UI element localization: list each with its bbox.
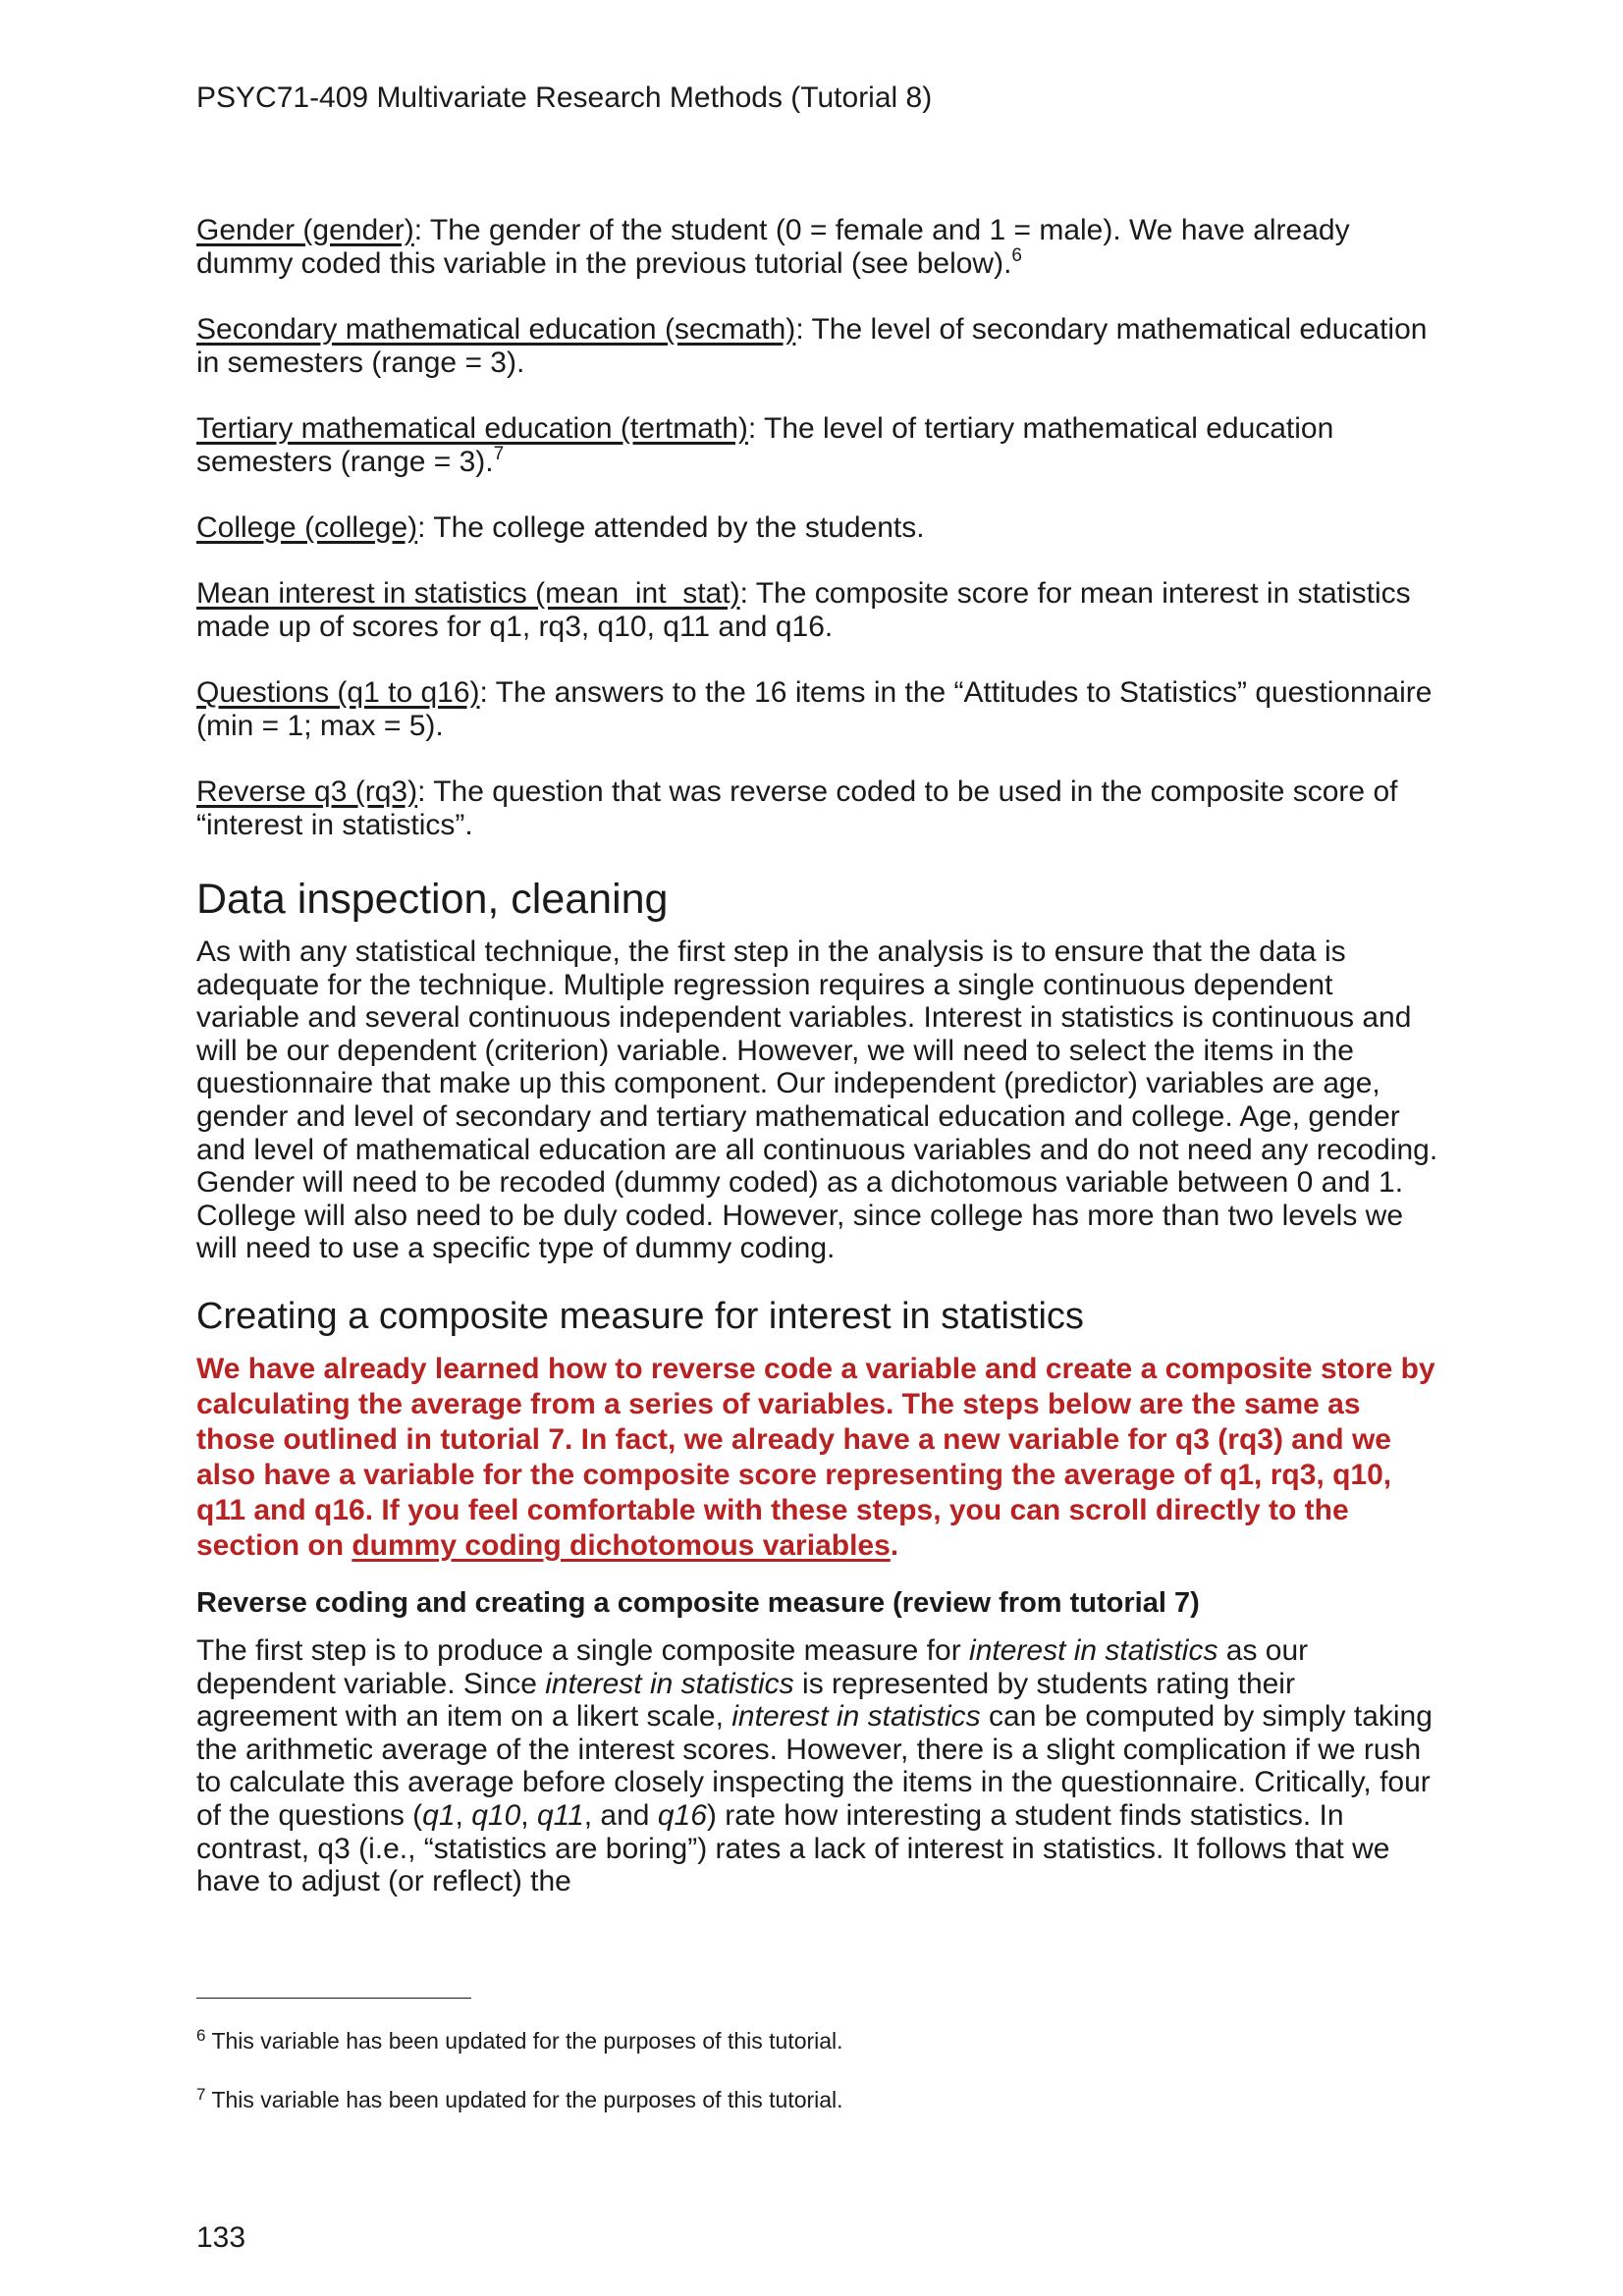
- footnote-text: This variable has been updated for the purposes of this tutorial.: [205, 2028, 843, 2054]
- italic-term: interest in statistics: [731, 1700, 981, 1734]
- text-run: as our dependent variable. Since: [196, 1633, 1309, 1700]
- variable-description: : The answers to the 16 items in the “Attitudes to Statistics” questionnaire (min = 1; max = 5).: [196, 676, 1433, 742]
- footnote-6: [196, 2027, 1443, 2055]
- text-run: , and: [583, 1798, 658, 1832]
- text-run: The first step is to produce a single composite measure for: [196, 1633, 970, 1667]
- main-content: [196, 214, 1443, 1898]
- section-heading-data-inspection: Data inspection, cleaning: [196, 876, 669, 923]
- variable-description: : The level of tertiary mathematical education semesters (range = 3).: [196, 412, 1334, 478]
- variable-term: Secondary mathematical education (secmath): [196, 313, 796, 346]
- footnote-7: [196, 2086, 1443, 2113]
- variable-term: Reverse q3 (rq3): [196, 775, 418, 808]
- dummy-coding-link[interactable]: dummy coding dichotomous variables: [352, 1528, 891, 1562]
- footnote-ref[interactable]: 6: [1011, 245, 1022, 266]
- italic-term: interest in statistics: [969, 1633, 1218, 1667]
- variable-definition-mean-int-stat: [196, 577, 1443, 644]
- review-notice-end: .: [890, 1528, 899, 1562]
- variable-definition-questions: [196, 676, 1443, 743]
- reverse-coding-paragraph: [196, 1634, 1443, 1898]
- footnotes: [196, 2027, 1443, 2145]
- variable-definition-gender: [196, 214, 1443, 281]
- italic-term: q11: [536, 1798, 584, 1832]
- review-notice-text: We have already learned how to reverse code a variable and create a composite store by calculating the average from a series of variables. The steps below are the same as those outlined in tutorial 7. In fact, we already have a new variable for q3 (rq3) and we also have a variable for the composite score representing the average of q1, rq3, q10, q11 and q16. If you feel comfortable with these steps, you can scroll directly to the section on: [196, 1352, 1435, 1562]
- text-run: is represented by students rating their agreement with an item on a likert scale,: [196, 1667, 1295, 1734]
- variable-term: College (college): [196, 511, 418, 544]
- text-run: ) rate how interesting a student finds statistics. In contrast, q3 (i.e., “statistics are boring”) rates a lack of interest in statistics. It follows that we have to adjust (or reflect) the: [196, 1798, 1390, 1898]
- variable-description: : The college attended by the students.: [417, 511, 925, 544]
- variable-description: : The question that was reverse coded to be used in the composite score of “interest in statistics”.: [196, 775, 1398, 841]
- text-run: can be computed by simply taking the arithmetic average of the interest scores. However, there is a slight complication if we rush to calculate this average before closely inspecting the items in the questionnaire. Critically, four of the questions (: [196, 1700, 1433, 1832]
- variable-term: Tertiary mathematical education (tertmath): [196, 412, 748, 445]
- data-inspection-paragraph: As with any statistical technique, the first step in the analysis is to ensure that the data is adequate for the technique. Multiple regression requires a single continuous dependent variable and several continuous independent variables. Interest in statistics is continuous and will be our dependent (criterion) variable. However, we will need to select the items in the questionnaire that make up this component. Our independent (predictor) variables are age, gender and level of secondary and tertiary mathematical education and college. Age, gender and level of mathematical education are all continuous variables and do not need any recoding. Gender will need to be recoded (dummy coded) as a dichotomous variable between 0 and 1. College will also need to be duly coded. However, since college has more than two levels we will need to use a specific type of dummy coding.: [196, 935, 1438, 1265]
- footnote-divider: [196, 1998, 471, 1999]
- variable-definition-tertmath: [196, 412, 1443, 479]
- review-notice: [196, 1352, 1443, 1564]
- running-header: PSYC71-409 Multivariate Research Methods (Tutorial 8): [196, 81, 933, 114]
- section-heading-composite-measure: Creating a composite measure for interest in statistics: [196, 1295, 1084, 1337]
- text-run: ,: [520, 1798, 537, 1832]
- footnote-number: 7: [196, 2085, 206, 2104]
- italic-term: q1: [422, 1798, 456, 1832]
- subheading-reverse-coding: Reverse coding and creating a composite measure (review from tutorial 7): [196, 1586, 1200, 1619]
- footnote-text: This variable has been updated for the purposes of this tutorial.: [205, 2087, 843, 2112]
- italic-term: interest in statistics: [545, 1667, 794, 1700]
- variable-definition-rq3: [196, 775, 1443, 842]
- italic-term: q16: [657, 1798, 707, 1832]
- variable-definition-secmath: [196, 313, 1443, 380]
- footnote-ref[interactable]: 7: [493, 444, 505, 464]
- text-run: ,: [455, 1798, 472, 1832]
- variable-description: : The gender of the student (0 = female and 1 = male). We have already dummy coded this variable in the previous tutorial (see below).: [196, 214, 1350, 280]
- footnote-number: 6: [196, 2026, 206, 2045]
- variable-term: Mean interest in statistics (mean_int_stat): [196, 577, 740, 610]
- variable-definition-college: [196, 511, 1443, 545]
- variable-description: : The level of secondary mathematical education in semesters (range = 3).: [196, 313, 1428, 379]
- page-number: 133: [196, 2221, 246, 2254]
- italic-term: q10: [471, 1798, 521, 1832]
- variable-description: : The composite score for mean interest in statistics made up of scores for q1, rq3, q10, q11 and q16.: [196, 577, 1411, 643]
- variable-term: Questions (q1 to q16): [196, 676, 480, 709]
- variable-term: Gender (gender): [196, 214, 414, 246]
